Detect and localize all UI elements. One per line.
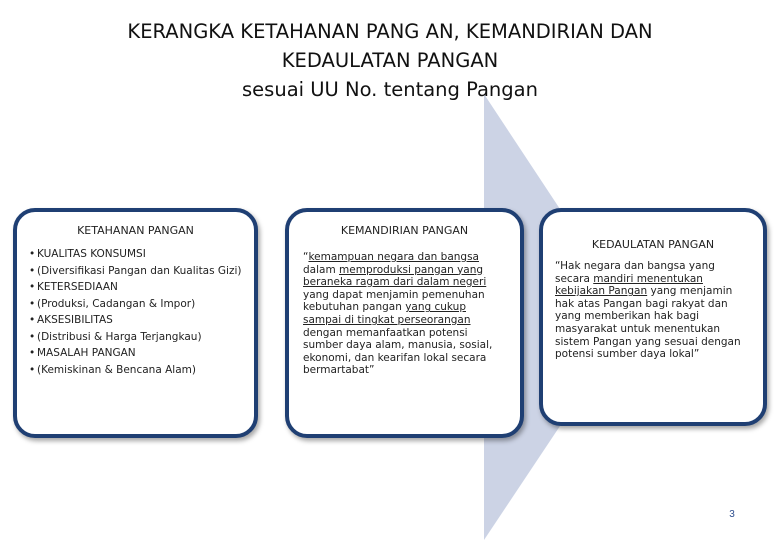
quote-text: dalam	[303, 263, 340, 276]
quote-underlined: mandiri menentukan kebijakan Pangan	[555, 272, 703, 298]
kedaulatan-pangan-card	[539, 208, 767, 426]
quote-text: “Hak negara dan bangsa yang secara	[555, 260, 715, 285]
bullet-produksi: • (Produksi, Cadangan & Impor)	[29, 296, 246, 313]
quote-underlined: yang cukup sampai di tingkat perseorangan	[303, 301, 471, 326]
title-line-3: sesuai UU No. tentang Pangan	[242, 78, 538, 101]
bullet-masalah-pangan: • MASALAH PANGAN	[29, 345, 246, 362]
quote-underlined: kemampuan negara dan bangsa	[308, 251, 479, 263]
ketahanan-bullet-list	[17, 246, 254, 378]
quote-text: yang dapat menjamin pemenuhan kebutuhan pangan	[303, 288, 485, 314]
title-line-1: KERANGKA KETAHANAN PANG AN, KEMANDIRIAN DAN	[127, 20, 653, 43]
bullet-ketersediaan: • KETERSEDIAAN	[29, 279, 246, 296]
quote-text: yang menjamin hak atas Pangan bagi rakyat dan yang memberikan hak bagi masyarakat untuk menentukan sistem Pangan yang sesuai dengan potensi sumber daya lokal”	[555, 285, 741, 361]
bullet-kemiskinan: • (Kemiskinan & Bencana Alam)	[29, 362, 246, 379]
kemandirian-definition	[303, 251, 506, 377]
quote-text: “	[303, 251, 309, 263]
quote-text: dengan memanfaatkan potensi sumber daya alam, manusia, sosial, ekonomi, dan kearifan lokal secara bermartabat”	[303, 326, 493, 377]
bullet-distribusi: • (Distribusi & Harga Terjangkau)	[29, 329, 246, 346]
ketahanan-pangan-card	[13, 208, 258, 438]
bullet-diversifikasi: • (Diversifikasi Pangan dan Kualitas Gizi)	[29, 263, 246, 280]
title-line-2: KEDAULATAN PANGAN	[281, 49, 499, 72]
bullet-kualitas-konsumsi: • KUALITAS KONSUMSI	[29, 246, 246, 263]
bullet-aksesibilitas: • AKSESIBILITAS	[29, 312, 246, 329]
kemandirian-pangan-card	[285, 208, 524, 438]
page-number: 3	[729, 509, 735, 520]
card-title-ketahanan: KETAHANAN PANGAN	[77, 224, 194, 237]
quote-underlined: memproduksi pangan yang beraneka ragam dari dalam negeri	[303, 263, 487, 289]
card-title-kedaulatan: KEDAULATAN PANGAN	[591, 238, 715, 251]
card-title-kemandirian: KEMANDIRIAN PANGAN	[340, 224, 469, 237]
kedaulatan-definition	[555, 260, 753, 361]
